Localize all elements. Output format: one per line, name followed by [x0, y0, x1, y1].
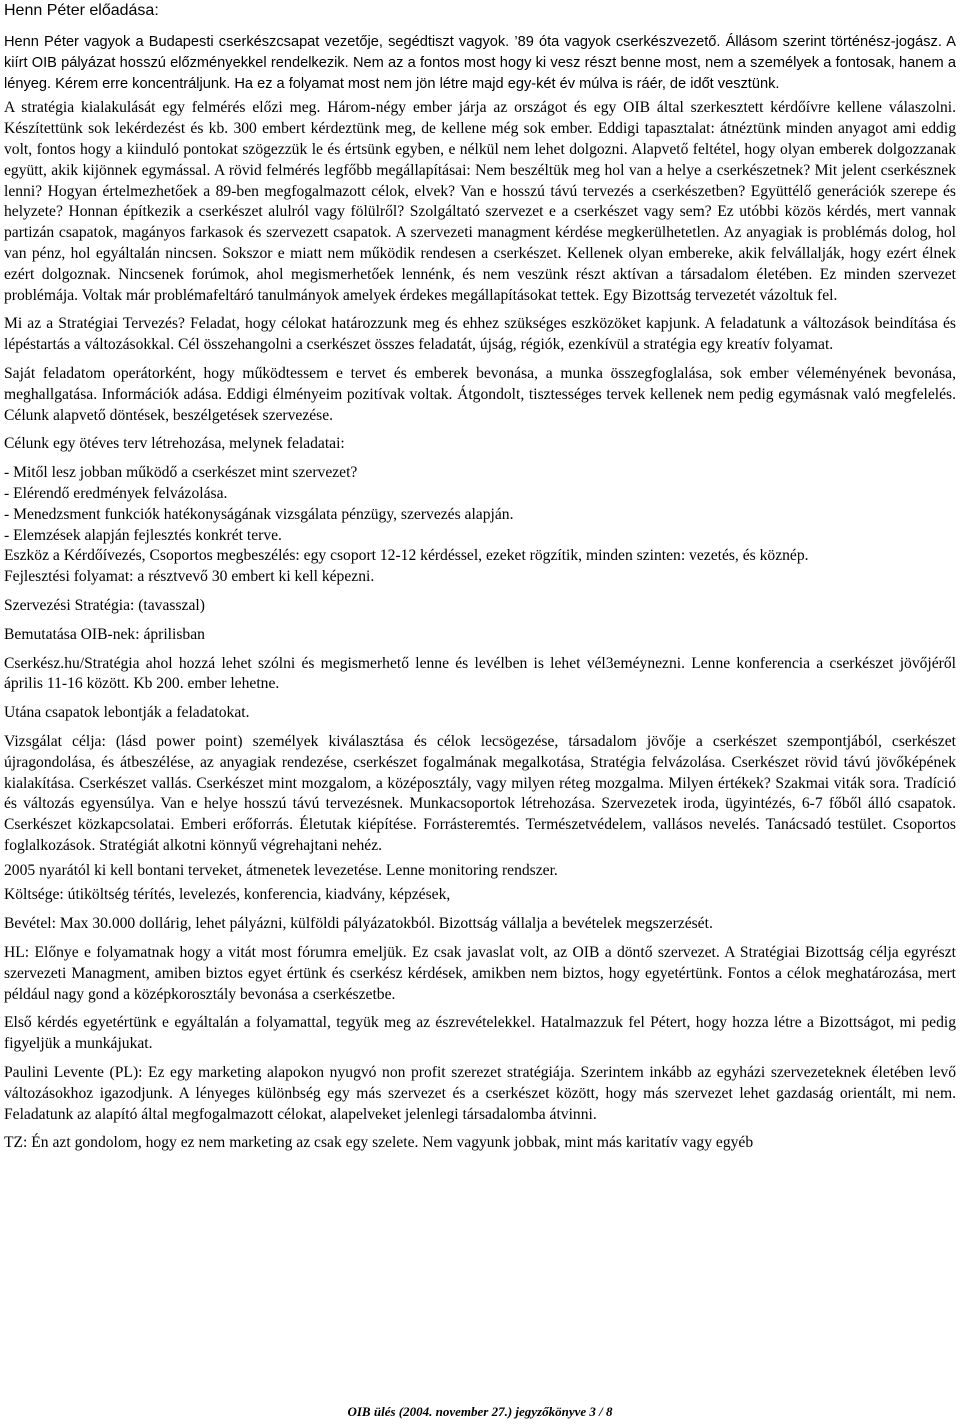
first-question-paragraph: Első kérdés egyetértünk e egyáltalán a folyamattal, tegyük meg az észrevételekkel. Hatalmazzuk fel Pétert, hogy hozza létre a Bizottságot, mi pedig figyeljük a munkájukat.	[4, 1014, 956, 1053]
income-paragraph: Bevétel: Max 30.000 dollárig, lehet pályázni, külföldi pályázatokból. Bizottság vállalja a bevételek megszerzését.	[4, 915, 713, 933]
five-year-plan-intro: Célunk egy ötéves terv létrehozása, melynek feladatai:	[4, 435, 345, 453]
presentation-paragraph: Bemutatása OIB-nek: áprilisban	[4, 625, 205, 643]
summer-2005-paragraph: 2005 nyarától ki kell bontani terveket, átmenetek levezetése. Lenne monitoring rendszer.	[4, 861, 558, 879]
tools-paragraph: Eszköz a Kérdőívezés, Csoportos megbeszélés: egy csoport 12-12 kérdéssel, ezeket rögzítik, minden szinten: vezetés, és köznép.	[4, 547, 809, 565]
pl-comment-paragraph: Paulini Levente (PL): Ez egy marketing alapokon nyugvó non profit szerezet stratégiája. Szerintem inkább az egyházi szervezeteknek életében levő változásokhoz igazodjunk. A lényeges különbség egy más szervezet és a cserkészet között, hogy más szervezet lehet gazdaság orientált, mi nem. Feladatunk az alapító által megfogalmazott célokat, alapelveket jelenlegi társadalomba átvinni.	[4, 1064, 956, 1123]
plan-list-item: - Elemzések alapján fejlesztés konkrét terve.	[4, 526, 282, 544]
page-footer: OIB ülés (2004. november 27.) jegyzőkönyve 3 / 8	[347, 1404, 613, 1419]
development-paragraph: Fejlesztési folyamat: a résztvevő 30 embert ki kell képezni.	[4, 568, 375, 586]
plan-list-item: - Elérendő eredmények felvázolása.	[4, 484, 228, 502]
website-paragraph: Cserkész.hu/Stratégia ahol hozzá lehet szólni és megismerhető lenne és levélben is lehet vél3eméynezni. Lenne konferencia a cserkészet jövőjéről április 11-16 között. Kb 200. ember lehetne.	[4, 654, 956, 693]
strategic-planning-paragraph: Mi az a Stratégiai Tervezés? Feladat, hogy célokat határozzunk meg és ehhez szükséges eszközöket kapjunk. A feladatunk a változások beindítása és lépéstartás a változásokkal. Cél összehangolni a cserkészet összes feladatát, újság, régiók, ezenkívül a stratégia egy kreatív folyamat.	[4, 315, 956, 354]
costs-paragraph: Költsége: útiköltség térítés, levelezés, konferencia, kiadvány, képzések,	[4, 886, 451, 904]
tz-comment-paragraph: TZ: Én azt gondolom, hogy ez nem marketing az csak egy szelete. Nem vagyunk jobbak, mint más karitatív vagy egyéb	[4, 1134, 754, 1152]
investigation-paragraph: Vizsgálat célja: (lásd power point) személyek kiválasztása és célok lecsögezése, társadalom jövője a cserkészet szempontjából, cserkészet újragondolása, és átbeszélése, az anyagiak rendezése, cserkészet fogalmának megalkotása, Stratégia felvázolása. Cserkészet rövid távú jövőképének kialakítása. Cserkészet vallás. Cserkészet mint mozgalom, a középosztály, vagy milyen réteg mozgalma. Milyen értékek? Szakmai viták sora. Tradíció és változás egyensúlya. Van e helye hosszú távú tervezésnek. Munkacsoportok létrehozása. Szervezetek iroda, ügyintézés, 6-7 főből álló csapatok. Cserkészet közkapcsolatai. Emberi erőforrás. Életutak kiépítése. Forrásteremtés. Természetvédelem, vallásos nevelés. Tanácsadó testület. Csoportos foglalkozások. Stratégiát alkotni könnyű végrehajtani nehéz.	[4, 732, 956, 854]
plan-list-item: - Mitől lesz jobban működő a cserkészet mint szervezet?	[4, 464, 358, 482]
plan-list-item: - Menedzsment funkciók hatékonyságának vizsgálata pénzügy, szervezés alapján.	[4, 505, 514, 523]
plan-list	[4, 463, 956, 546]
org-strategy-paragraph: Szervezési Stratégia: (tavasszal)	[4, 596, 205, 614]
hl-comment-paragraph: HL: Előnye e folyamatnak hogy a vitát most fórumra emeljük. Ez csak javaslat volt, az OIB a döntő szervezet. A Stratégiai Bizottság célja egyrészt szervezeti Managment, amiben biztos egyet értünk és cserkész kérdések, amikben nem biztos, hogy egyetértünk. Fontos a célok meghatározása, mert például nagy gond a középkorosztály bevonása a cserkészetbe.	[4, 944, 956, 1003]
survey-paragraph: A stratégia kialakulását egy felmérés előzi meg. Három-négy ember járja az országot és egy OIB által szerkesztett kérdőívre kellene válaszolni. Készítettünk sok lekérdezést és kb. 300 embert kérdeztünk meg, de kellene még sok ember. Eddigi tapasztalat: átnéztünk minden anyagot ami eddig volt, fontos hogy a kiinduló pontokat szögezzük le és értsünk egyben, e nélkül nem lehet dolgozni. Alapvető feltétel, hogy olyan emberek dolgozzanak együtt, akik kijönnek egymással. A rövid felmérés legfőbb megállapításai: Nem beszéltük meg hol van a helye a cserkészetnek? Mit jelent cserkésznek lenni? Hogyan értelmezhetőek a 89-ben megfogalmazott célok, elvek? Van e hosszú távú tervezés a cserkészetben? Együttélő generációk szerepe és helyzete? Honnan építkezik a cserkészet alulról vagy fölülről? Szolgáltató szervezet e a cserkészet vagy sem? Ez utóbbi közös kérdés, mert vannak partizán csapatok, magányos farkasok és szervezett csapatok. A szervezeti managment kérdése megkerülhetetlen. Az anyagiak is problémás dolog, hol van pénz, hol egyáltalán nincsen. Sokszor e miatt nem működik rendesen a cserkészet. Kellenek olyan embereke, akik felvállalják, hogy ezért élnek ezért dolgoznak. Nincsenek forúmok, ahol megismerhetőek lennénk, és nem veszünk részt aktívan a társadalom életében. Ez minden szervezet problémája. Voltak már problémafeltáró tanulmányok amelyek érdekes megállapításokat tettek. Egy Bizottság tervezetét vázoltuk fel.	[4, 99, 956, 304]
after-paragraph: Utána csapatok lebontják a feladatokat.	[4, 704, 250, 722]
own-task-paragraph: Saját feladatom operátorként, hogy működtessem e tervet és emberek bevonása, a munka összegfoglalása, sok ember véleményének bevonása, meghallgatása. Információk adása. Eddigi élményeim pozitívak voltak. Átgondolt, tisztességes tervek kellenek nem pedig egymásnak való megfelelés. Célunk alapvető döntések, beszélgetések szervezése.	[4, 364, 956, 424]
intro-paragraph: Henn Péter vagyok a Budapesti cserkészcsapat vezetője, segédtiszt vagyok. ’89 óta vagyok cserkészvezető. Állásom szerint történész-jogász. A kiírt OIB pályázat hosszú előzményekkel rendelkezik. Nem az a fontos most hogy ki vesz részt benne most, nem a személyek a fontosak, hanem a lényeg. Kérem erre koncentráljunk. Ha ez a folyamat most nem jön létre majd egy-két év múlva is ráér, de időt vesztünk.	[4, 34, 956, 92]
document-page	[4, 0, 956, 1154]
section-heading: Henn Péter előadása:	[4, 2, 159, 19]
